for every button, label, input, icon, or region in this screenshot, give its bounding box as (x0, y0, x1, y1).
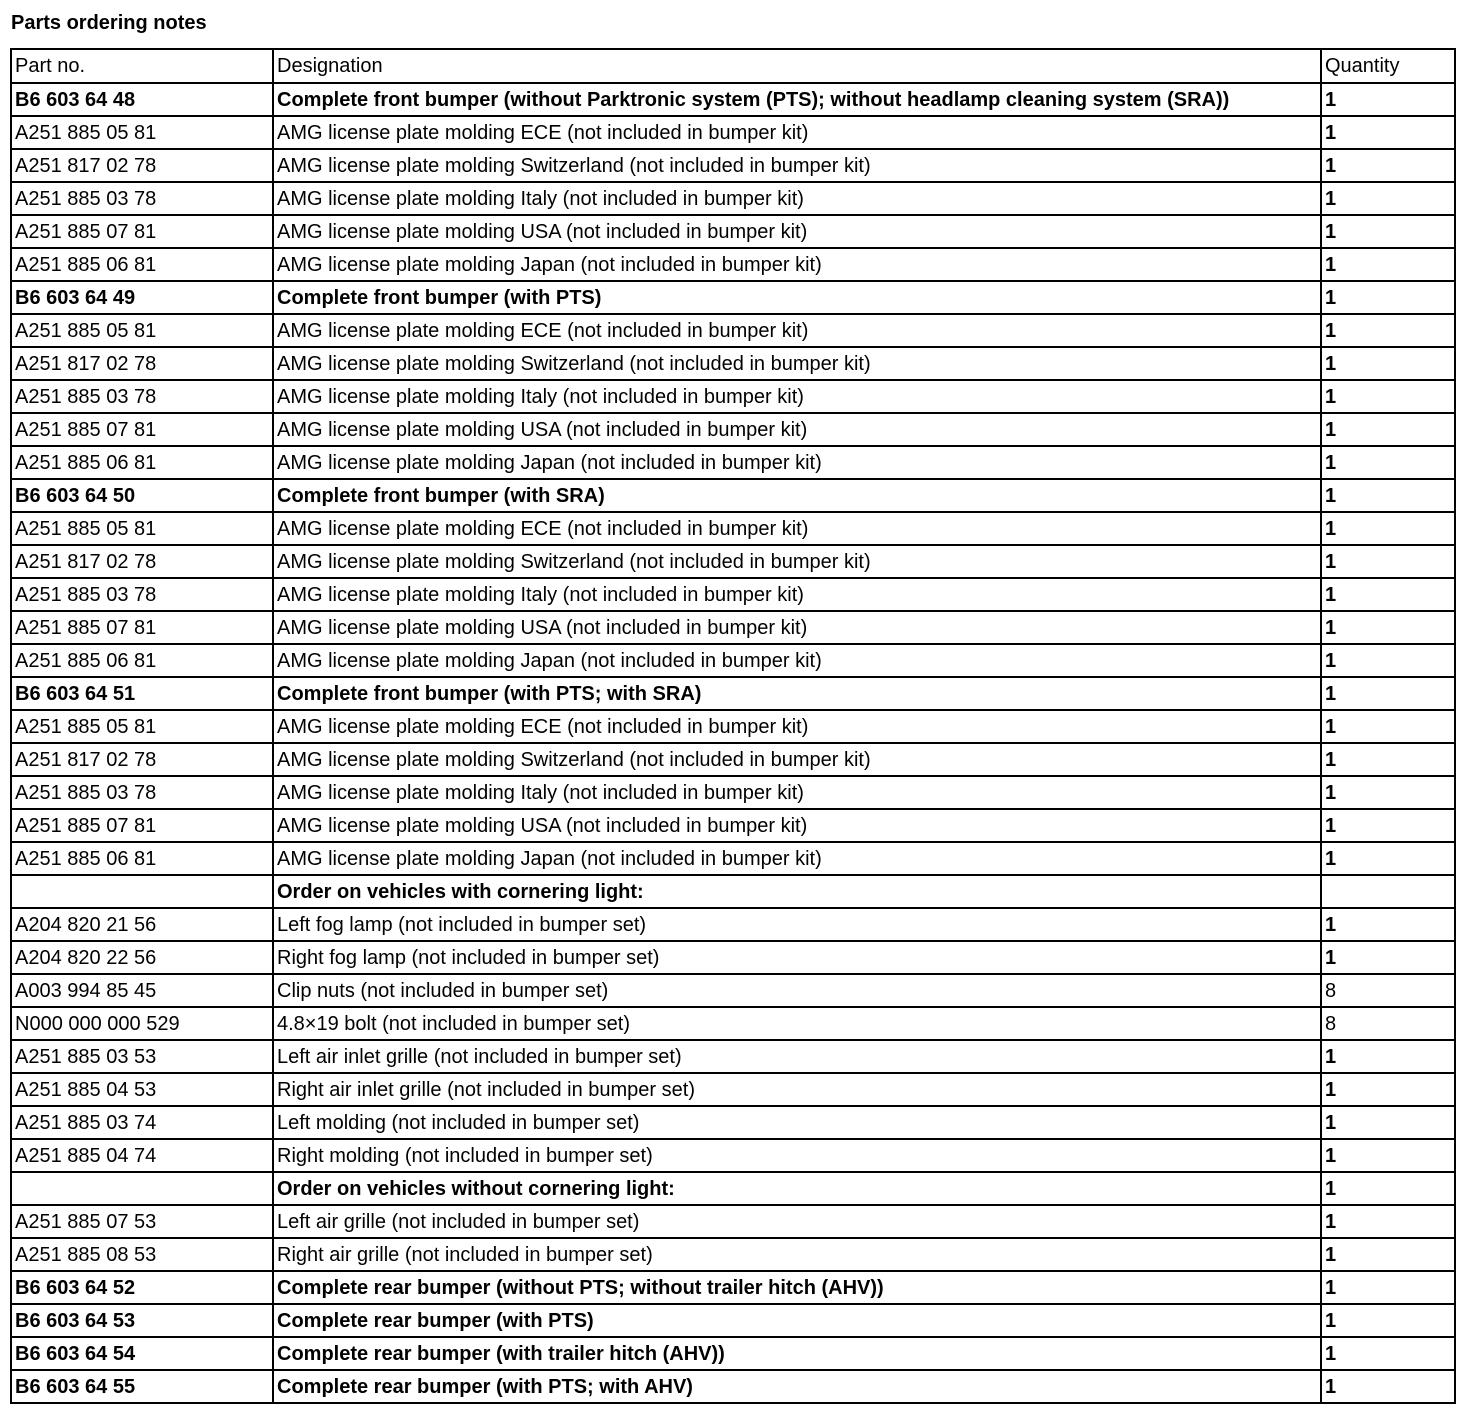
table-row (11, 149, 1455, 182)
part-number-cell: B6 603 64 54 (11, 1337, 273, 1370)
quantity-cell: 1 (1321, 479, 1455, 512)
designation-cell: AMG license plate molding ECE (not included in bumper kit) (273, 116, 1321, 149)
part-number-cell: A251 885 05 81 (11, 314, 273, 347)
table-row (11, 1271, 1455, 1304)
quantity-cell: 1 (1321, 743, 1455, 776)
part-number-cell: A251 817 02 78 (11, 545, 273, 578)
quantity-cell: 1 (1321, 677, 1455, 710)
table-row (11, 1106, 1455, 1139)
part-number-cell: A003 994 85 45 (11, 974, 273, 1007)
part-number-cell: B6 603 64 53 (11, 1304, 273, 1337)
designation-cell: AMG license plate molding Italy (not included in bumper kit) (273, 182, 1321, 215)
part-number-cell: A251 885 03 78 (11, 776, 273, 809)
part-number-cell: A204 820 22 56 (11, 941, 273, 974)
quantity-cell: 1 (1321, 644, 1455, 677)
designation-cell: Right molding (not included in bumper set) (273, 1139, 1321, 1172)
table-row (11, 116, 1455, 149)
designation-cell: Complete rear bumper (with PTS) (273, 1304, 1321, 1337)
part-number-cell: A251 885 06 81 (11, 248, 273, 281)
quantity-cell: 1 (1321, 116, 1455, 149)
table-row (11, 479, 1455, 512)
quantity-cell: 1 (1321, 1337, 1455, 1370)
designation-cell: AMG license plate molding Japan (not included in bumper kit) (273, 842, 1321, 875)
column-header-quantity: Quantity (1321, 49, 1455, 83)
designation-cell: AMG license plate molding Italy (not included in bumper kit) (273, 380, 1321, 413)
designation-cell: AMG license plate molding Switzerland (not included in bumper kit) (273, 545, 1321, 578)
parts-table (10, 48, 1456, 1404)
quantity-cell: 1 (1321, 1040, 1455, 1073)
part-number-cell: A251 817 02 78 (11, 743, 273, 776)
table-row (11, 1007, 1455, 1040)
table-row (11, 611, 1455, 644)
designation-cell: AMG license plate molding Japan (not included in bumper kit) (273, 644, 1321, 677)
part-number-cell (11, 1172, 273, 1205)
part-number-cell: A251 885 07 81 (11, 413, 273, 446)
column-header-designation: Designation (273, 49, 1321, 83)
part-number-cell: A251 885 05 81 (11, 710, 273, 743)
table-row (11, 1238, 1455, 1271)
designation-cell: Left air grille (not included in bumper set) (273, 1205, 1321, 1238)
designation-cell: Left air inlet grille (not included in bumper set) (273, 1040, 1321, 1073)
quantity-cell: 1 (1321, 83, 1455, 116)
quantity-cell: 1 (1321, 611, 1455, 644)
quantity-cell: 1 (1321, 1370, 1455, 1403)
quantity-cell: 1 (1321, 941, 1455, 974)
part-number-cell: A251 885 03 78 (11, 182, 273, 215)
part-number-cell: B6 603 64 48 (11, 83, 273, 116)
part-number-cell: A251 885 06 81 (11, 446, 273, 479)
part-number-cell: B6 603 64 52 (11, 1271, 273, 1304)
table-row (11, 644, 1455, 677)
designation-cell: AMG license plate molding ECE (not included in bumper kit) (273, 314, 1321, 347)
designation-cell: AMG license plate molding Italy (not included in bumper kit) (273, 578, 1321, 611)
table-row (11, 347, 1455, 380)
quantity-cell: 1 (1321, 512, 1455, 545)
quantity-cell: 1 (1321, 1304, 1455, 1337)
part-number-cell: A251 885 05 81 (11, 116, 273, 149)
designation-cell: Order on vehicles without cornering light: (273, 1172, 1321, 1205)
table-row (11, 83, 1455, 116)
table-row (11, 776, 1455, 809)
quantity-cell: 1 (1321, 578, 1455, 611)
part-number-cell (11, 875, 273, 908)
part-number-cell: B6 603 64 50 (11, 479, 273, 512)
table-row (11, 677, 1455, 710)
quantity-cell: 1 (1321, 248, 1455, 281)
designation-cell: AMG license plate molding ECE (not included in bumper kit) (273, 710, 1321, 743)
table-row (11, 182, 1455, 215)
designation-cell: Complete rear bumper (with trailer hitch (AHV)) (273, 1337, 1321, 1370)
part-number-cell: A251 885 04 53 (11, 1073, 273, 1106)
designation-cell: Right fog lamp (not included in bumper set) (273, 941, 1321, 974)
part-number-cell: B6 603 64 55 (11, 1370, 273, 1403)
part-number-cell: A251 885 03 53 (11, 1040, 273, 1073)
table-row (11, 215, 1455, 248)
quantity-cell: 1 (1321, 1238, 1455, 1271)
designation-cell: AMG license plate molding USA (not included in bumper kit) (273, 611, 1321, 644)
quantity-cell: 1 (1321, 1205, 1455, 1238)
designation-cell: Complete rear bumper (with PTS; with AHV) (273, 1370, 1321, 1403)
designation-cell: Complete front bumper (with PTS) (273, 281, 1321, 314)
quantity-cell: 1 (1321, 413, 1455, 446)
designation-cell: Left fog lamp (not included in bumper set) (273, 908, 1321, 941)
table-row (11, 809, 1455, 842)
part-number-cell: A251 817 02 78 (11, 149, 273, 182)
table-row (11, 578, 1455, 611)
designation-cell: Complete front bumper (with SRA) (273, 479, 1321, 512)
designation-cell: Complete rear bumper (without PTS; without trailer hitch (AHV)) (273, 1271, 1321, 1304)
part-number-cell: A251 885 03 74 (11, 1106, 273, 1139)
designation-cell: AMG license plate molding USA (not included in bumper kit) (273, 215, 1321, 248)
designation-cell: AMG license plate molding Switzerland (not included in bumper kit) (273, 149, 1321, 182)
part-number-cell: A251 885 08 53 (11, 1238, 273, 1271)
quantity-cell: 1 (1321, 446, 1455, 479)
quantity-cell: 1 (1321, 347, 1455, 380)
part-number-cell: B6 603 64 51 (11, 677, 273, 710)
table-row (11, 1073, 1455, 1106)
quantity-cell: 1 (1321, 1106, 1455, 1139)
part-number-cell: A251 885 06 81 (11, 644, 273, 677)
designation-cell: AMG license plate molding Italy (not included in bumper kit) (273, 776, 1321, 809)
table-row (11, 545, 1455, 578)
quantity-cell: 8 (1321, 974, 1455, 1007)
quantity-cell: 1 (1321, 1271, 1455, 1304)
table-row (11, 1139, 1455, 1172)
part-number-cell: A251 885 07 81 (11, 215, 273, 248)
quantity-cell: 1 (1321, 545, 1455, 578)
part-number-cell: A251 885 07 81 (11, 611, 273, 644)
quantity-cell: 8 (1321, 1007, 1455, 1040)
table-row (11, 710, 1455, 743)
quantity-cell: 1 (1321, 182, 1455, 215)
quantity-cell: 1 (1321, 314, 1455, 347)
quantity-cell: 1 (1321, 842, 1455, 875)
table-row (11, 1370, 1455, 1403)
designation-cell: AMG license plate molding Switzerland (not included in bumper kit) (273, 743, 1321, 776)
designation-cell: Left molding (not included in bumper set) (273, 1106, 1321, 1139)
part-number-cell: A251 885 03 78 (11, 578, 273, 611)
designation-cell: Complete front bumper (without Parktronic system (PTS); without headlamp cleaning system (SRA)) (273, 83, 1321, 116)
designation-cell: AMG license plate molding Japan (not included in bumper kit) (273, 446, 1321, 479)
table-row (11, 446, 1455, 479)
part-number-cell: A204 820 21 56 (11, 908, 273, 941)
quantity-cell: 1 (1321, 215, 1455, 248)
quantity-cell: 1 (1321, 1172, 1455, 1205)
designation-cell: AMG license plate molding Switzerland (not included in bumper kit) (273, 347, 1321, 380)
quantity-cell: 1 (1321, 380, 1455, 413)
designation-cell: Right air grille (not included in bumper set) (273, 1238, 1321, 1271)
part-number-cell: A251 885 03 78 (11, 380, 273, 413)
table-row (11, 380, 1455, 413)
quantity-cell: 1 (1321, 281, 1455, 314)
table-row (11, 413, 1455, 446)
designation-cell: AMG license plate molding ECE (not included in bumper kit) (273, 512, 1321, 545)
table-row (11, 281, 1455, 314)
table-row (11, 875, 1455, 908)
part-number-cell: A251 885 05 81 (11, 512, 273, 545)
quantity-cell: 1 (1321, 1073, 1455, 1106)
part-number-cell: A251 885 06 81 (11, 842, 273, 875)
quantity-cell: 1 (1321, 809, 1455, 842)
part-number-cell: A251 885 07 53 (11, 1205, 273, 1238)
designation-cell: AMG license plate molding Japan (not included in bumper kit) (273, 248, 1321, 281)
designation-cell: Clip nuts (not included in bumper set) (273, 974, 1321, 1007)
column-header-part-no: Part no. (11, 49, 273, 83)
table-row (11, 512, 1455, 545)
table-row (11, 941, 1455, 974)
table-row (11, 248, 1455, 281)
table-row (11, 842, 1455, 875)
designation-cell: AMG license plate molding USA (not included in bumper kit) (273, 413, 1321, 446)
quantity-cell: 1 (1321, 1139, 1455, 1172)
designation-cell: Right air inlet grille (not included in bumper set) (273, 1073, 1321, 1106)
parts-table-body (11, 49, 1455, 1403)
table-row (11, 974, 1455, 1007)
designation-cell: Order on vehicles with cornering light: (273, 875, 1321, 908)
table-row (11, 1040, 1455, 1073)
quantity-cell: 1 (1321, 710, 1455, 743)
table-header-row (11, 49, 1455, 83)
designation-cell: 4.8×19 bolt (not included in bumper set) (273, 1007, 1321, 1040)
quantity-cell: 1 (1321, 149, 1455, 182)
table-row (11, 908, 1455, 941)
part-number-cell: A251 885 04 74 (11, 1139, 273, 1172)
quantity-cell (1321, 875, 1455, 908)
part-number-cell: B6 603 64 49 (11, 281, 273, 314)
designation-cell: Complete front bumper (with PTS; with SRA) (273, 677, 1321, 710)
table-row (11, 1337, 1455, 1370)
part-number-cell: A251 817 02 78 (11, 347, 273, 380)
part-number-cell: A251 885 07 81 (11, 809, 273, 842)
quantity-cell: 1 (1321, 776, 1455, 809)
table-row (11, 314, 1455, 347)
part-number-cell: N000 000 000 529 (11, 1007, 273, 1040)
table-row (11, 1172, 1455, 1205)
table-row (11, 1205, 1455, 1238)
table-row (11, 1304, 1455, 1337)
page-title: Parts ordering notes (11, 12, 207, 34)
designation-cell: AMG license plate molding USA (not included in bumper kit) (273, 809, 1321, 842)
quantity-cell: 1 (1321, 908, 1455, 941)
table-row (11, 743, 1455, 776)
